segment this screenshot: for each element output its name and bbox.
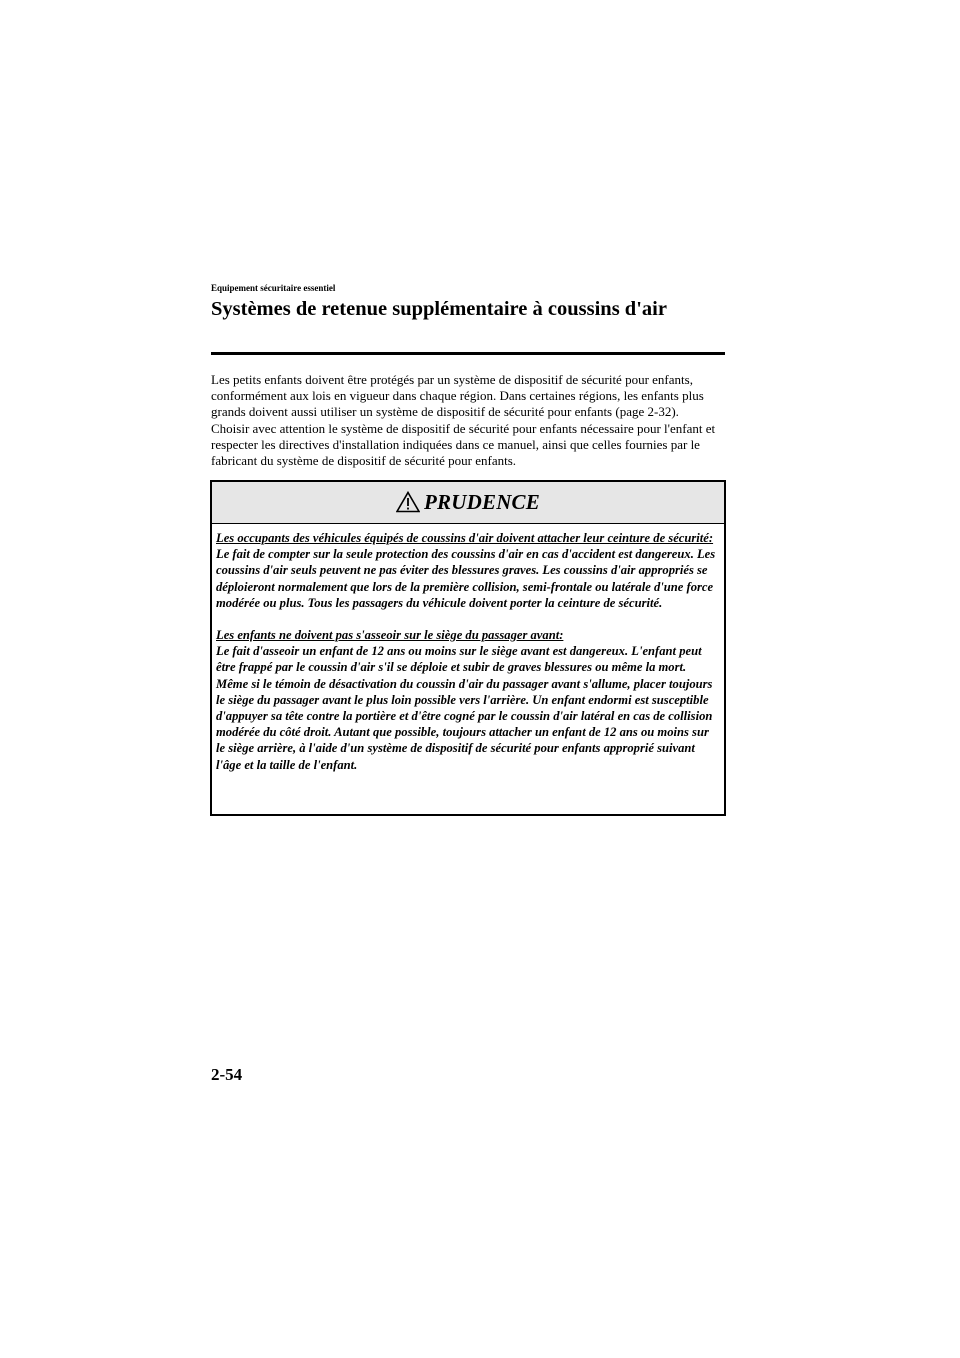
section-label: Equipement sécuritaire essentiel (211, 283, 336, 293)
caution-title: PRUDENCE (424, 490, 540, 514)
caution-body (212, 524, 724, 773)
caution-item-text: Le fait de compter sur la seule protection des coussins d'air en cas d'accident est dangereux. Les coussins d'air seuls peuvent ne pas éviter des blessures graves. Les coussins d'air appropriés se déploieront normalement que lors de la première collision, semi-frontale ou latérale d'une force modérée ou plus. Tous les passagers du véhicule doivent porter la ceinture de sécurité. (216, 547, 716, 610)
intro-text (211, 372, 731, 469)
warning-triangle-icon (396, 491, 420, 513)
title-underline (211, 352, 725, 355)
caution-box (210, 480, 726, 816)
page-number: 2-54 (211, 1065, 243, 1084)
caution-header (212, 482, 724, 524)
caution-item (216, 530, 720, 611)
intro-paragraph: Les petits enfants doivent être protégés par un système de dispositif de sécurité pour enfants, conformément aux lois en vigueur dans chaque région. Dans certaines régions, les enfants plus grands doivent aussi utiliser un système de dispositif de sécurité pour enfants (page 2-32). (211, 372, 704, 420)
page-title: Systèmes de retenue supplémentaire à coussins d'air (211, 298, 667, 320)
caution-item-text: Le fait d'asseoir un enfant de 12 ans ou moins sur le siège avant est dangereux. L'enfant peut être frappé par le coussin d'air s'il se déploie et subir de graves blessures ou même la mort. Même si le témoin de désactivation du coussin d'air du passager avant s'allume, placer toujours le siège du passager avant le plus loin possible vers l'arrière. Un enfant endormi est susceptible d'appuyer sa tête contre la portière et d'être cogné par le coussin d'air latéral en cas de collision modérée du côté droit. Autant que possible, toujours attacher un enfant de 12 ans ou moins sur le siège arrière, à l'aide d'un système de dispositif de sécurité pour enfants approprié suivant l'âge et la taille de l'enfant. (216, 644, 713, 772)
caution-item-heading: Les enfants ne doivent pas s'asseoir sur le siège du passager avant: (216, 628, 564, 643)
caution-item-heading: Les occupants des véhicules équipés de coussins d'air doivent attacher leur ceinture de sécurité: (216, 531, 714, 545)
intro-paragraph: Choisir avec attention le système de dispositif de sécurité pour enfants nécessaire pour l'enfant et respecter les directives d'installation indiquées dans ce manuel, ainsi que celles fournies par le fabricant du système de dispositif de sécurité pour enfants. (211, 420, 716, 469)
caution-item (216, 627, 720, 773)
